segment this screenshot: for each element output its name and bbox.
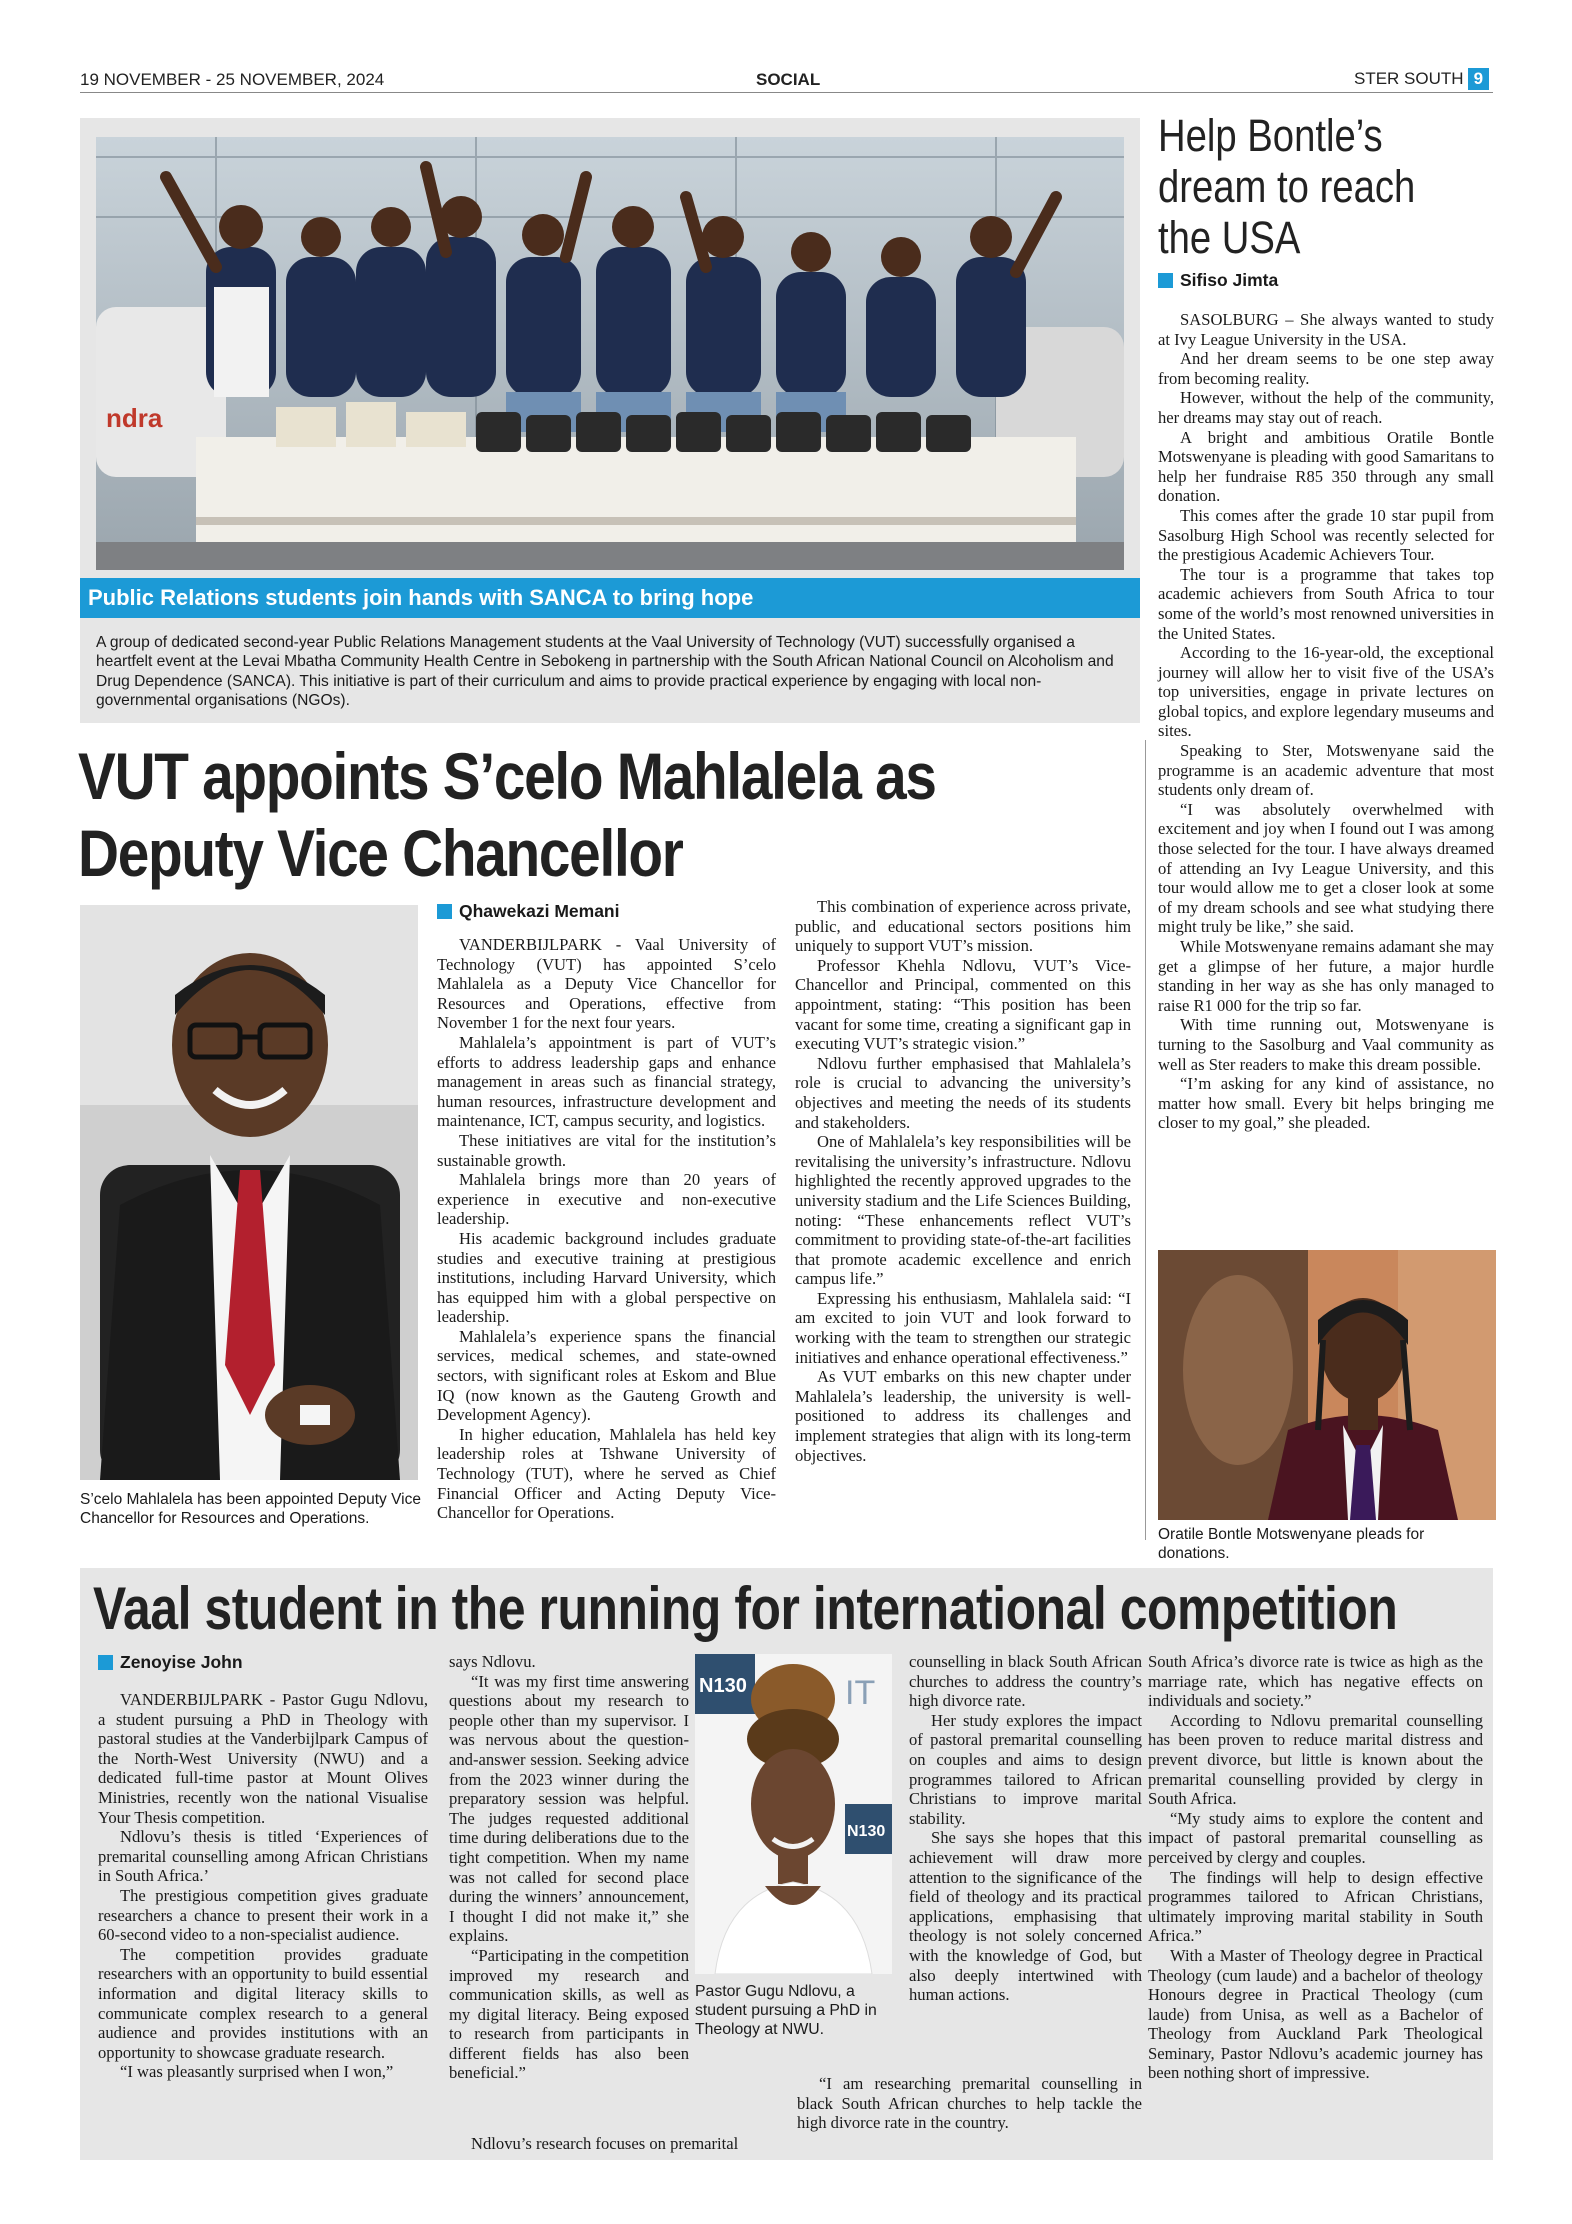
vut-headline-line1: VUT appoints S’celo Mahlalela as bbox=[78, 739, 936, 813]
bontle-p5: This comes after the grade 10 star pupil from Sasolburg High School was recently selected for the prestigious Academic Achievers Tour. bbox=[1158, 505, 1494, 565]
vaal-column-3 bbox=[909, 1652, 1142, 2005]
vaal-column-2-bottom bbox=[449, 2134, 779, 2154]
vut-byline-name: Qhawekazi Memani bbox=[459, 901, 620, 921]
page-number: 9 bbox=[1468, 68, 1489, 90]
vaal-c3-p3: She says she hopes that this achievement will draw more attention to the significance of the field of theology and its practical applications, emphasising that theology is not solely concerned with the knowledge of God, but also deeply intertwined with human actions. bbox=[909, 1828, 1142, 2005]
svg-text:ndra: ndra bbox=[106, 403, 163, 433]
gugu-photo bbox=[695, 1654, 892, 1974]
bontle-p4: A bright and ambitious Oratile Bontle Motswenyane is pleading with good Samaritans to help her fundraise R85 350 through any small donation. bbox=[1158, 427, 1494, 506]
vut-headline-line2: Deputy Vice Chancellor bbox=[78, 816, 683, 890]
gugu-caption: Pastor Gugu Ndlovu, a student pursuing a PhD in Theology at NWU. bbox=[695, 1983, 877, 2038]
vaal-byline bbox=[98, 1652, 243, 1673]
vaal-c4-p4: The findings will help to design effective programmes tailored to African Christians, ultimately improving marital stability in South Africa.” bbox=[1148, 1867, 1483, 1946]
vut-c2-p2: Professor Khehla Ndlovu, VUT’s Vice-Chancellor and Principal, commented on this appointment, stating: “This position has been vacant for some time, creating a significant gap in executing VUT’s strategic vision.” bbox=[795, 955, 1131, 1054]
vaal-c2-p1: says Ndlovu. bbox=[449, 1652, 536, 1671]
vut-c1-p2: Mahlalela’s appointment is part of VUT’s efforts to address leadership gaps and enhance management in areas such as financial strategy, human resources, infrastructure development and maintenance, ICT, campus security, and logistics. bbox=[437, 1032, 776, 1131]
vaal-c3-p4: “I am researching premarital counselling in black South African churches to help tackle the high divorce rate in the country. bbox=[797, 2074, 1142, 2133]
byline-marker bbox=[1158, 273, 1173, 288]
vaal-c3-p2: Her study explores the impact of pastoral premarital counselling on couples and aims to design programmes tailored to African Christians to improve marital stability. bbox=[909, 1710, 1142, 1828]
vaal-c1-p3: The prestigious competition gives graduate researchers a chance to present their work in a 60-second video to a non-specialist audience. bbox=[98, 1885, 428, 1945]
bontle-p7: According to the 16-year-old, the exceptional journey will allow her to visit five of the USA’s top universities, engage in private lectures on global topics, and explore legendary museums and sites. bbox=[1158, 643, 1494, 741]
bontle-p9: “I was absolutely overwhelmed with excitement and joy when I found out I was among those selected for the tour. I have always dreamed of attending an Ivy League University, and this tour would allow me to get a closer look at some of my dream schools and see what studying there might truly be like,” she said. bbox=[1158, 799, 1494, 937]
vut-c2-p3: Ndlovu further emphasised that Mahlalela’s role is crucial to advancing the university’s objectives and meeting the needs of its students and stakeholders. bbox=[795, 1053, 1131, 1132]
vaal-c4-p2: According to Ndlovu premarital counselling has been proven to reduce marital distress and prevent divorce, but little is known about the premarital counselling provided by clergy in South Africa. bbox=[1148, 1710, 1483, 1809]
vaal-c1-p1: VANDERBIJLPARK - Pastor Gugu Ndlovu, a student pursuing a PhD in Theology with pastoral studies at the Vanderbijlpark Campus of the North-West University (NWU) and a dedicated full-time pastor at Mount Olives Ministries, recently won the national Visualise Your Thesis competition. bbox=[98, 1690, 428, 1827]
column-divider bbox=[1145, 740, 1146, 1540]
vut-c2-p1: This combination of experience across private, public, and educational sectors positions him uniquely to support VUT’s mission. bbox=[795, 897, 1131, 956]
sanca-banner bbox=[80, 578, 1140, 618]
vut-c1-p5: His academic background includes graduate studies and executive training at prestigious institutions, including Harvard University, which has equipped him with a global perspective on leadership. bbox=[437, 1228, 776, 1327]
vut-column-2 bbox=[795, 897, 1131, 1465]
vaal-headline: Vaal student in the running for international competition bbox=[93, 1575, 1398, 1642]
bontle-p2: And her dream seems to be one step away from becoming reality. bbox=[1158, 349, 1494, 388]
vaal-c2-p4: Ndlovu’s research focuses on premarital bbox=[471, 2134, 739, 2153]
bontle-p8: Speaking to Ster, Motswenyane said the programme is an academic adventure that most students only dream of. bbox=[1158, 741, 1494, 800]
bontle-p6: The tour is a programme that takes top academic achievers from South Africa to tour some of the world’s most renowned universities in the United States. bbox=[1158, 564, 1494, 643]
portrait-illustration bbox=[80, 905, 418, 1480]
backdrop-logo-1: N130 bbox=[699, 1675, 747, 1697]
bontle-photo bbox=[1158, 1250, 1496, 1520]
backdrop-logo-3: N130 bbox=[847, 1823, 886, 1840]
vaal-c4-p1: South Africa’s divorce rate is twice as high as the marriage rate, which has negative effects on individuals and society.” bbox=[1148, 1652, 1483, 1711]
section-name: SOCIAL bbox=[756, 70, 821, 89]
vaal-column-3-bottom bbox=[797, 2074, 1142, 2133]
gugu-portrait-illustration bbox=[695, 1654, 892, 1974]
issue-date: 19 NOVEMBER - 25 NOVEMBER, 2024 bbox=[80, 70, 385, 89]
vut-c2-p4: One of Mahlalela’s key responsibilities will be revitalising the university’s infrastructure. Ndlovu highlighted the recently approved upgrades to the university stadium and the Life Sciences Building, noting: “These enhancements reflect VUT’s commitment to providing state-of-the-art facilities that promote academic excellence and enrich campus life.” bbox=[795, 1132, 1131, 1289]
vaal-column-2 bbox=[449, 1652, 689, 2083]
vaal-column-4 bbox=[1148, 1652, 1483, 2083]
byline-marker bbox=[98, 1655, 113, 1670]
vut-c1-p7: In higher education, Mahlalela has held key leadership roles at Tshwane University of Technology (TUT), where he served as Chief Financial Officer and Acting Deputy Vice-Chancellor for Operations. bbox=[437, 1424, 776, 1523]
bontle-byline bbox=[1158, 270, 1278, 291]
mahlalela-caption: S’celo Mahlalela has been appointed Deputy Vice Chancellor for Resources and Operations. bbox=[80, 1491, 421, 1527]
bontle-portrait-illustration bbox=[1158, 1250, 1496, 1520]
vut-c2-p5: Expressing his enthusiasm, Mahlalela said: “I am excited to join VUT and look forward to working with the team to strengthen our strategic initiatives and enhance operational effectiveness.” bbox=[795, 1288, 1131, 1367]
bontle-p3: However, without the help of the community, her dreams may stay out of reach. bbox=[1158, 388, 1494, 427]
bontle-p1: SASOLBURG – She always wanted to study at Ivy League University in the USA. bbox=[1158, 310, 1494, 349]
bontle-p11: With time running out, Motswenyane is turning to the Sasolburg and Vaal community as well as Ster readers to make this dream possible. bbox=[1158, 1015, 1494, 1074]
vaal-c1-p4: The competition provides graduate researchers with an opportunity to build essential information and digital literacy skills to communicate complex research to a general audience and provides institutions with an opportunity to showcase graduate research. bbox=[98, 1944, 428, 2062]
bontle-p12: “I’m asking for any kind of assistance, no matter how small. Every bit helps bringing me closer to my goal,” she pleaded. bbox=[1158, 1074, 1494, 1133]
bontle-p10: While Motswenyane remains adamant she may get a glimpse of her future, a major hurdle standing in her way as she has only managed to raise R1 000 for the trip so far. bbox=[1158, 937, 1494, 1015]
vaal-c3-p1: counselling in black South African churches to address the country’s high divorce rate. bbox=[909, 1652, 1142, 1711]
vut-byline bbox=[437, 901, 619, 922]
vaal-column-1 bbox=[98, 1690, 428, 2082]
vaal-c4-p5: With a Master of Theology degree in Practical Theology (cum laude) and a bachelor of theology Honours degree in Practical Theology (cum laude) from Unisa, as well as a Bachelor of Theology from Auckland Park Theological Seminary, Pastor Ndlovu’s academic journey has been nothing short of impressive. bbox=[1148, 1945, 1483, 2083]
byline-marker bbox=[437, 904, 452, 919]
vaal-byline-name: Zenoyise John bbox=[120, 1652, 243, 1672]
vaal-c1-p2: Ndlovu’s thesis is titled ‘Experiences of premarital counselling among African Christians in South Africa.’ bbox=[98, 1827, 428, 1886]
bontle-headline-line1: Help Bontle’s bbox=[1158, 110, 1383, 161]
vaal-c2-p3: “Participating in the competition improved my research and communication skills, as well as my digital literacy. Being exposed to research from participants in different fields has also been beneficial.” bbox=[449, 1945, 689, 2083]
backdrop-logo-2: IT bbox=[845, 1674, 876, 1712]
vut-c1-p6: Mahlalela’s experience spans the financial services, medical schemes, and state-owned sectors, with significant roles at Eskom and Blue IQ (now known as the Gauteng Growth and Development Agency). bbox=[437, 1326, 776, 1425]
mahlalela-photo bbox=[80, 905, 418, 1480]
bontle-byline-name: Sifiso Jimta bbox=[1180, 270, 1279, 290]
vut-c2-p6: As VUT embarks on this new chapter under Mahlalela’s leadership, the university is well-positioned to address its challenges and implement strategies that align with its long-term objectives. bbox=[795, 1367, 1131, 1465]
sanca-caption: A group of dedicated second-year Public Relations Management students at the Vaal University of Technology (VUT) successfully organised a heartfelt event at the Levai Mbatha Community Health Centre in Sebokeng in partnership with the South African National Council on Alcoholism and Drug Dependence (SANCA). This initiative is part of their curriculum and aims to provide practical experience by engaging with local non-governmental organisations (NGOs). bbox=[96, 634, 1114, 710]
vaal-c2-p2: “It was my first time answering questions about my research to people other than my supervisor. I was nervous about the question-and-answer session. Seeking advice from the 2023 winner during the preparatory session was helpful. The judges requested additional time during deliberations due to the tight competition. When my name was not called for second place during the winners’ announcement, I thought I did not make it,” she explains. bbox=[449, 1671, 689, 1946]
vaal-c4-p3: “My study aims to explore the content and impact of pastoral premarital counselling as perceived by clergy and couples. bbox=[1148, 1808, 1483, 1867]
bontle-caption: Oratile Bontle Motswenyane pleads for donations. bbox=[1158, 1526, 1425, 1562]
header-rule bbox=[80, 92, 1493, 93]
publication-name bbox=[1354, 68, 1489, 90]
vut-c1-p4: Mahlalela brings more than 20 years of experience in executive and non-executive leadership. bbox=[437, 1170, 776, 1229]
bontle-headline-line3: the USA bbox=[1158, 212, 1301, 263]
sanca-banner-text: Public Relations students join hands with SANCA to bring hope bbox=[88, 585, 754, 610]
bontle-headline-line2: dream to reach bbox=[1158, 161, 1416, 212]
vut-c1-p3: These initiatives are vital for the institution’s sustainable growth. bbox=[437, 1130, 776, 1170]
vut-column-1 bbox=[437, 935, 776, 1523]
group-photo-illustration bbox=[96, 137, 1124, 570]
publication-title: STER SOUTH bbox=[1354, 69, 1464, 88]
vaal-c1-p5: “I was pleasantly surprised when I won,” bbox=[120, 2062, 394, 2082]
vut-c1-p1: VANDERBIJLPARK - Vaal University of Technology (VUT) has appointed S’celo Mahlalela as a Deputy Vice Chancellor for Resources and Operations, effective from November 1 for the next four years. bbox=[437, 935, 776, 1033]
bontle-body bbox=[1158, 310, 1494, 1133]
sanca-group-photo bbox=[96, 137, 1124, 570]
